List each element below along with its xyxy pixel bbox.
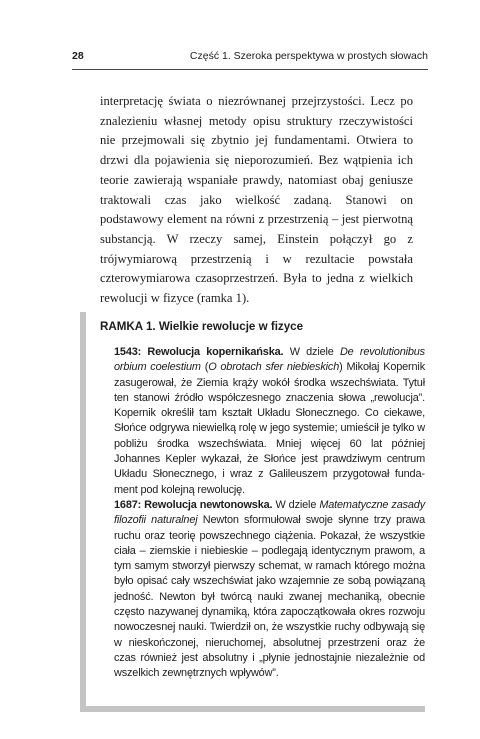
work-title: Matematyczne zasady filozofii naturalnej (114, 498, 426, 527)
box-title: RAMKA 1. Wielkie rewolucje w fizyce (100, 320, 304, 333)
running-head: Część 1. Szeroka perspektywa w prostych słowach (189, 50, 428, 62)
header-rule (72, 69, 428, 70)
page-number: 28 (72, 50, 84, 62)
entry-text: W dziele (272, 498, 320, 511)
page-header (72, 50, 428, 68)
entry-text: W dziele (283, 346, 340, 358)
work-translation: O obrotach sfer niebieskich (208, 361, 340, 374)
entry-text: ) Mikołaj Kopernik zasugerował, że Ziemia krąży wokół środka wszechświata. Tytuł ten stanowi źródło współczesnego znaczenia słowa „rewolucja”. Kopernik określił tam kształt Układu Słonecznego. Co ciekawe, Słońce odgrywa niewielką rolę w jego systemie; umieścił je tylko w pobliżu środka wszechświata. Mniej więcej 60 lat później Johannes Kepler wykazał, że Słońce jest prawdziwym centrum Układu Słonecznego, i wraz z Galileuszem przygotował fundament pod kolejną rewolucję. (114, 361, 425, 496)
box-entry-newtonian (100, 498, 425, 682)
entry-heading: 1543: Rewolucja kopernikańska. (114, 346, 284, 358)
body-paragraph: interpretację świata o niezrównanej przejrzystości. Lecz po znalezieniu własnej metody opisu struktury rzeczywistości nie przejmowali się zbytnio jej fundamentami. Otwiera to drzwi dla pojawienia się nieporozumień. Bez wątpienia ich teorie zawierają wspaniałe prawdy, natomiast obaj geniusze traktowali czas jako wielkość zadaną. Stanowi on podstawowy element na równi z przestrzenią – jest pierwotną substancją. W rzeczy samej, Einstein połączył go z trójwymiarową przestrzenią i w rezultacie powstała czterowymiarowa czasoprzestrzeń. Była to jedna z wielkich rewolucji w fizyce (ramka 1). (100, 94, 413, 306)
entry-heading: 1687: Rewolucja newtonowska. (114, 498, 273, 511)
sidebar-box (80, 312, 425, 712)
entry-text: Newton sformułował swoje słynne trzy prawa ruchu oraz teorię powszechnego ciążenia. Pokazał, że wszystkie ciała – ziemskie i niebieskie – podlegają identycznym prawom, a tym samym stworzył pierwszy schemat, w ramach którego można było opisać cały wszechświat jako wzajemnie ze sobą powiązaną jedność. Newton był twórcą nauki zwanej mechaniką, obecnie często nazywanej dynamiką, która zapoczątkowała okres rozwoju nowoczesnej nauki. Twierdził on, że wszystkie ruchy odbywają się w nieskończonej, nieruchomej, absolutnej przestrzeni oraz że czas również jest absolutny i „płynie jednostajnie niezależnie od wszelkich zewnętrznych wpływów”. (114, 514, 426, 680)
entry-text: ( (200, 361, 209, 374)
main-text (100, 92, 413, 309)
work-title: De revolutionibus orbium coelestium (114, 346, 425, 374)
box-entry-copernican (100, 345, 425, 498)
